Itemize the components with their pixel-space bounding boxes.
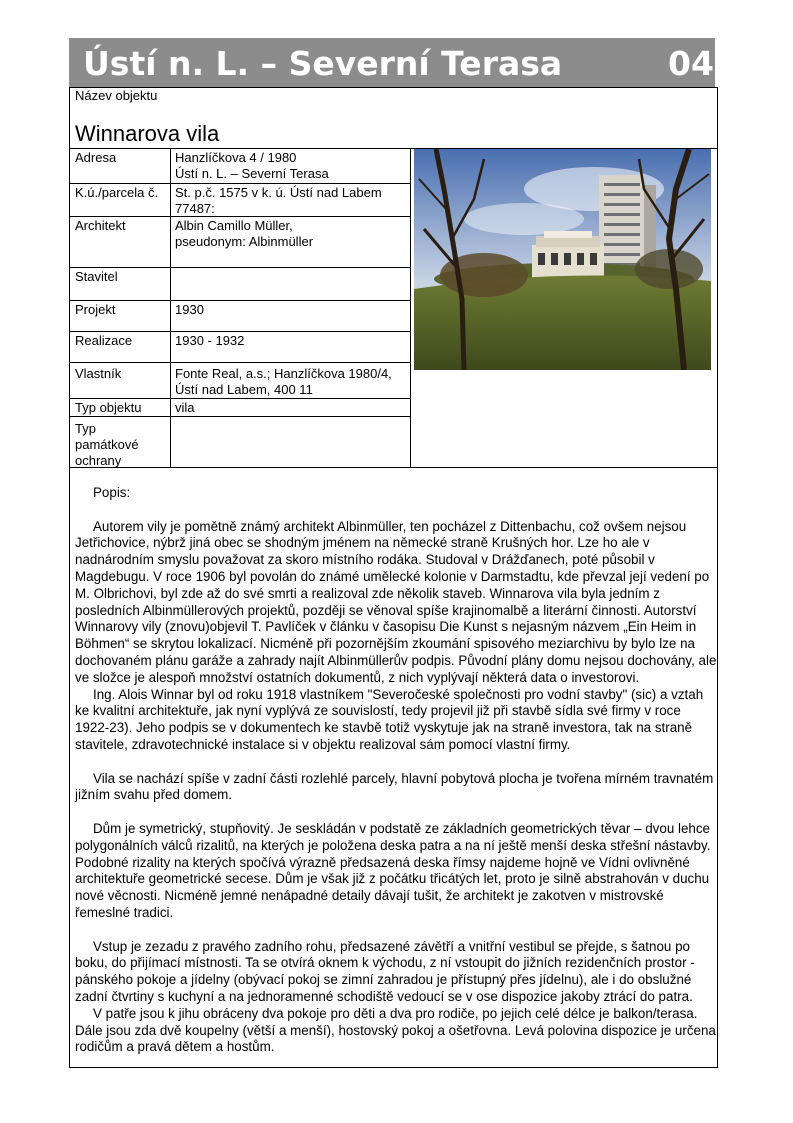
object-name-label: Název objektu	[75, 88, 158, 103]
page-title: Ústí n. L. – Severní Terasa	[83, 44, 563, 83]
field-value-object-type: vila	[175, 400, 195, 415]
field-label-address: Adresa	[75, 150, 117, 165]
field-label-builder: Stavitel	[75, 269, 118, 284]
divider	[69, 300, 410, 301]
divider	[69, 183, 410, 184]
description-heading: Popis:	[93, 485, 131, 500]
field-label-project: Projekt	[75, 302, 116, 317]
page-number: 04	[668, 44, 714, 83]
description-paragraph: Vila se nachází spíše v zadní části rozlehlé parcely, hlavní pobytová plocha je tvořena mírném travnatém jižním svahu před domem.	[75, 770, 714, 803]
field-value-realization: 1930 - 1932	[175, 333, 245, 348]
field-label-realization: Realizace	[75, 333, 133, 348]
description-paragraph: Dům je symetrický, stupňovitý. Je seskládán v podstatě ze základních geometrických těvar – dvou lehce polygonálních válců rizalitů, na kterých je položena deska patra a na ní ještě menší deska střešní nástavby. Podobné rizality na kterých spočívá výrazně předsazená deska římsy najdeme hojně ve Vídni ovlivněné architektuře geometrické secese. Dům je však již z počátku třicátých let, proto je silně abstrahován v duchu nové věcnosti. Nicméně jemné nenápadné detaily dávají tušit, že architekt je zakotven v mistrovské řemeslné tradici.	[75, 820, 711, 920]
divider	[410, 148, 411, 467]
description-paragraph: V patře jsou k jihu obráceny dva pokoje pro děti a dva pro rodiče, po jejich celé délce je balkon/terasa. Dále jsou zda dvě koupelny (větší a menší), hostovský pokoj a ošetřovna. Levá polovina dispozice je určena rodičům a pravá dětem a hostům.	[75, 1005, 716, 1055]
field-label-architect: Architekt	[75, 218, 126, 233]
divider	[69, 416, 410, 417]
divider	[69, 362, 410, 363]
divider	[69, 331, 410, 332]
description	[75, 485, 717, 1056]
field-label-protection: Typ památkové ochrany	[75, 421, 139, 468]
field-value-owner: Fonte Real, a.s.; Hanzlíčkova 1980/4, Ústí nad Labem, 400 11	[175, 366, 392, 397]
field-label-object-type: Typ objektu	[75, 400, 142, 415]
divider	[170, 148, 171, 467]
divider	[69, 467, 718, 468]
description-paragraph: Vstup je zezadu z pravého zadního rohu, předsazené závětří a vnitřní vestibul se přejde, s šatnou po boku, do přijímací místnosti. Ta se otvírá oknem k východu, z ní vstoupit do jižních rezidenčních prostor - pánského pokoje a jídelny (obývací pokoj se zimní zahradou je přístupný přes jídelnu), ale i do obslužné zadní čtvrtiny s kuchyní a na jednoramenné schodiště vedoucí se v ose dispozice jakoby ztrácí do patra.	[75, 938, 695, 1004]
divider	[69, 267, 410, 268]
field-label-parcel: K.ú./parcela č.	[75, 185, 159, 200]
field-label-owner: Vlastník	[75, 366, 122, 381]
field-value-architect: Albin Camillo Müller, pseudonym: Albinmüller	[175, 218, 314, 249]
villa-photo	[414, 149, 711, 370]
description-paragraph: Autorem vily je pomětně známý architekt Albinmüller, ten pocházel z Dittenbachu, což ovšem nejsou Jetřichovice, nýbrž jiná obec se shodným jménem na německé straně Krušných hor. Lze ho ale v nadnárodním smyslu považovat za skoro místního rodáka. Studoval v Drážďanech, poté působil v Magdebugu. V roce 1906 byl povolán do známé umělecké kolonie v Darmstadtu, kde převzal její vedení po M. Olbrichovi, byl zde až do své smrti a realizoval zde několik staveb. Winnarova vila byla jedním z posledních Albinmüllerových projektů, později se věnoval spíše krajinomalbě a literární činnosti. Autorství Winnarovy vily (znovu)objevil T. Pavlíček v článku v časopisu Die Kunst s nejasným názvem „Ein Heim in Böhmen“ se skrytou lokalizací. Nicméně při pozornějším zkoumání spisového meziarchivu by bylo lze na dochovaném plánu garáže a zahrady najít Albinmüllerův podpis. Původní plány domu nejsou dochovány, ale ve složce je alespoň množství ostatních dokumentů, z nich vyplývají některá data o investorovi.	[75, 518, 717, 685]
field-value-address: Hanzlíčkova 4 / 1980 Ústí n. L. – Severní Terasa	[175, 150, 329, 181]
object-name-value: Winnarova vila	[75, 121, 220, 146]
divider	[69, 398, 410, 399]
field-value-parcel: St. p.č. 1575 v k. ú. Ústí nad Labem 77487:	[175, 185, 382, 216]
description-paragraph: Ing. Alois Winnar byl od roku 1918 vlastníkem "Severočeské společnosti pro vodní stavby" (sic) a vztah ke kvalitní architektuře, jak nyní vyplývá ze souvislostí, tedy projevil již při stavbě sídla své firmy v roce 1922-23). Jeho podpis se v dokumentech ke stavbě totiž vyskytuje jak na straně investora, tak na straně stavitele, zdravotechnické instalace si v objektu realizoval sám pomocí vlastní firmy.	[75, 686, 704, 752]
field-value-project: 1930	[175, 302, 204, 317]
